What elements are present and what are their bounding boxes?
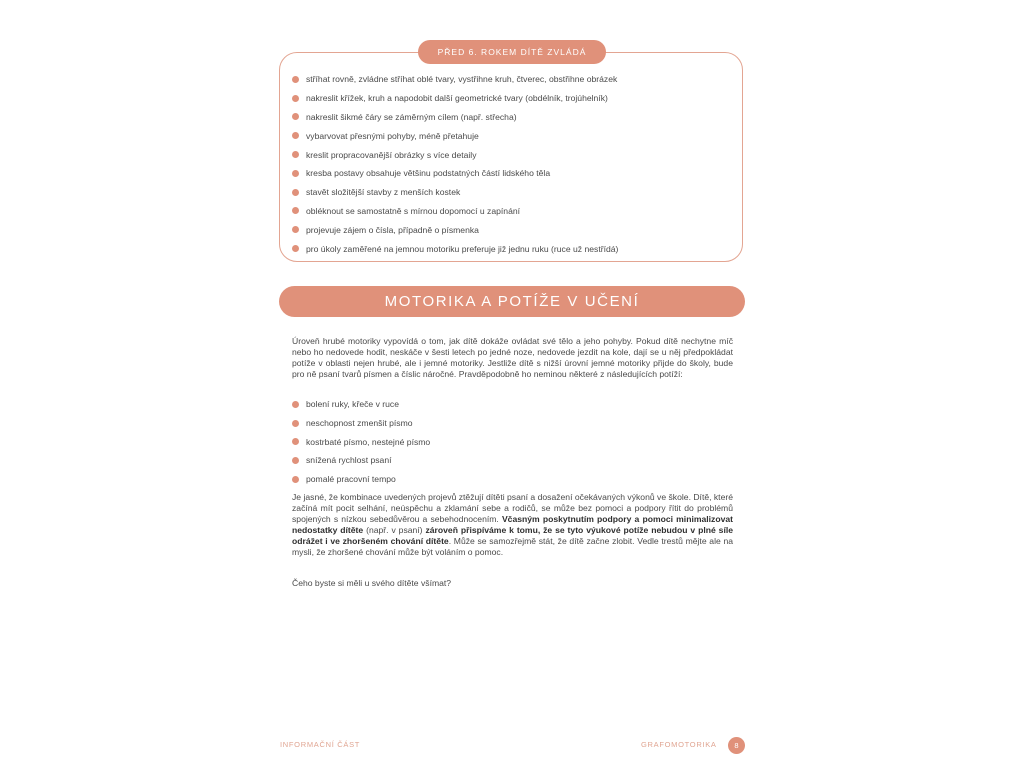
bullet-icon: [292, 401, 299, 408]
bullet-icon: [292, 95, 299, 102]
bold-text: Včasným poskytnutím podpory a pomoci minimalizovat nedostatky dítěte: [292, 514, 733, 536]
bullet-icon: [292, 76, 299, 83]
list-item: neschopnost zmenšit písmo: [292, 414, 430, 433]
bullet-icon: [292, 438, 299, 445]
bullet-icon: [292, 457, 299, 464]
bullet-icon: [292, 151, 299, 158]
bullet-icon: [292, 113, 299, 120]
problems-list: [292, 395, 430, 488]
section-title: MOTORIKA A POTÍŽE V UČENÍ: [279, 286, 745, 317]
bullet-icon: [292, 226, 299, 233]
bullet-icon: [292, 132, 299, 139]
skills-list: [292, 70, 618, 258]
list-item: bolení ruky, křeče v ruce: [292, 395, 430, 414]
list-item: obléknout se samostatně s mírnou dopomocí u zapínání: [292, 202, 618, 221]
page-number: 8: [728, 737, 745, 754]
bullet-icon: [292, 420, 299, 427]
list-item: vybarvovat přesnými pohyby, méně přetahuje: [292, 126, 618, 145]
bullet-icon: [292, 476, 299, 483]
footer-section-label: INFORMAČNÍ ČÁST: [280, 740, 361, 749]
bullet-icon: [292, 189, 299, 196]
bullet-icon: [292, 170, 299, 177]
list-item: pro úkoly zaměřené na jemnou motoriku preferuje již jednu ruku (ruce už nestřídá): [292, 239, 618, 258]
list-item: nakreslit křížek, kruh a napodobit další geometrické tvary (obdélník, trojúhelník): [292, 89, 618, 108]
support-paragraph: Je jasné, že kombinace uvedených projevů ztěžují dítěti psaní a dosažení očekávaných výkonů ve škole. Dítě, které začíná mít pocit selhání, neúspěchu a zklamání sebe a rodičů, se může bez pomoci a podpory řítit do problémů spojených s nízkou sebedůvěrou a sebehodnocením. Včasným poskytnutím podpory a pomoci minimalizovat nedostatky dítěte (např. v psaní) zároveň přispíváme k tomu, že se tyto výukové potíže nebudou v plné síle odrážet i ve zhoršeném chování dítěte. Může se samozřejmě stát, že dítě začne zlobit. Vedle trestů mějte ale na mysli, že zhoršené chování může být voláním o pomoc.: [292, 492, 734, 558]
bullet-icon: [292, 245, 299, 252]
list-item: stavět složitější stavby z menších kostek: [292, 183, 618, 202]
list-item: stříhat rovně, zvládne stříhat oblé tvary, vystřihne kruh, čtverec, obstřihne obrázek: [292, 70, 618, 89]
footer-doc-title: GRAFOMOTORIKA: [641, 740, 717, 749]
list-item: pomalé pracovní tempo: [292, 470, 430, 489]
intro-paragraph: Úroveň hrubé motoriky vypovídá o tom, jak dítě dokáže ovládat své tělo a jeho pohyby. Pokud dítě nechytne míč nebo ho nedovede hodit, neskáče v šesti letech po jedné noze, nedovede jezdit na kole, dají se u něj předpokládat potíže v oblasti nejen hrubé, ale i jemné motoriky. Jestliže dítě s nižší úrovní jemné motoriky přijde do školy, bude pro ně psaní tvarů písmen a číslic náročné. Pravděpodobně ho neminou některé z následujících potíží:: [292, 336, 733, 380]
list-item: projevuje zájem o čísla, případně o písmenka: [292, 220, 618, 239]
list-item: nakreslit šikmé čáry se záměrným cílem (např. střecha): [292, 108, 618, 127]
list-item: kostrbaté písmo, nestejné písmo: [292, 432, 430, 451]
bullet-icon: [292, 207, 299, 214]
bold-text: zároveň přispíváme k tomu, že se tyto výukové potíže nebudou v plné síle odrážet i ve zhoršeném chování dítěte: [292, 525, 734, 547]
question-paragraph: Čeho byste si měli u svého dítěte všímat?: [292, 578, 452, 588]
skills-box-title: PŘED 6. ROKEM DÍTĚ ZVLÁDÁ: [418, 40, 606, 64]
list-item: kreslit propracovanější obrázky s více detaily: [292, 145, 618, 164]
list-item: snížená rychlost psaní: [292, 451, 430, 470]
list-item: kresba postavy obsahuje většinu podstatných částí lidského těla: [292, 164, 618, 183]
